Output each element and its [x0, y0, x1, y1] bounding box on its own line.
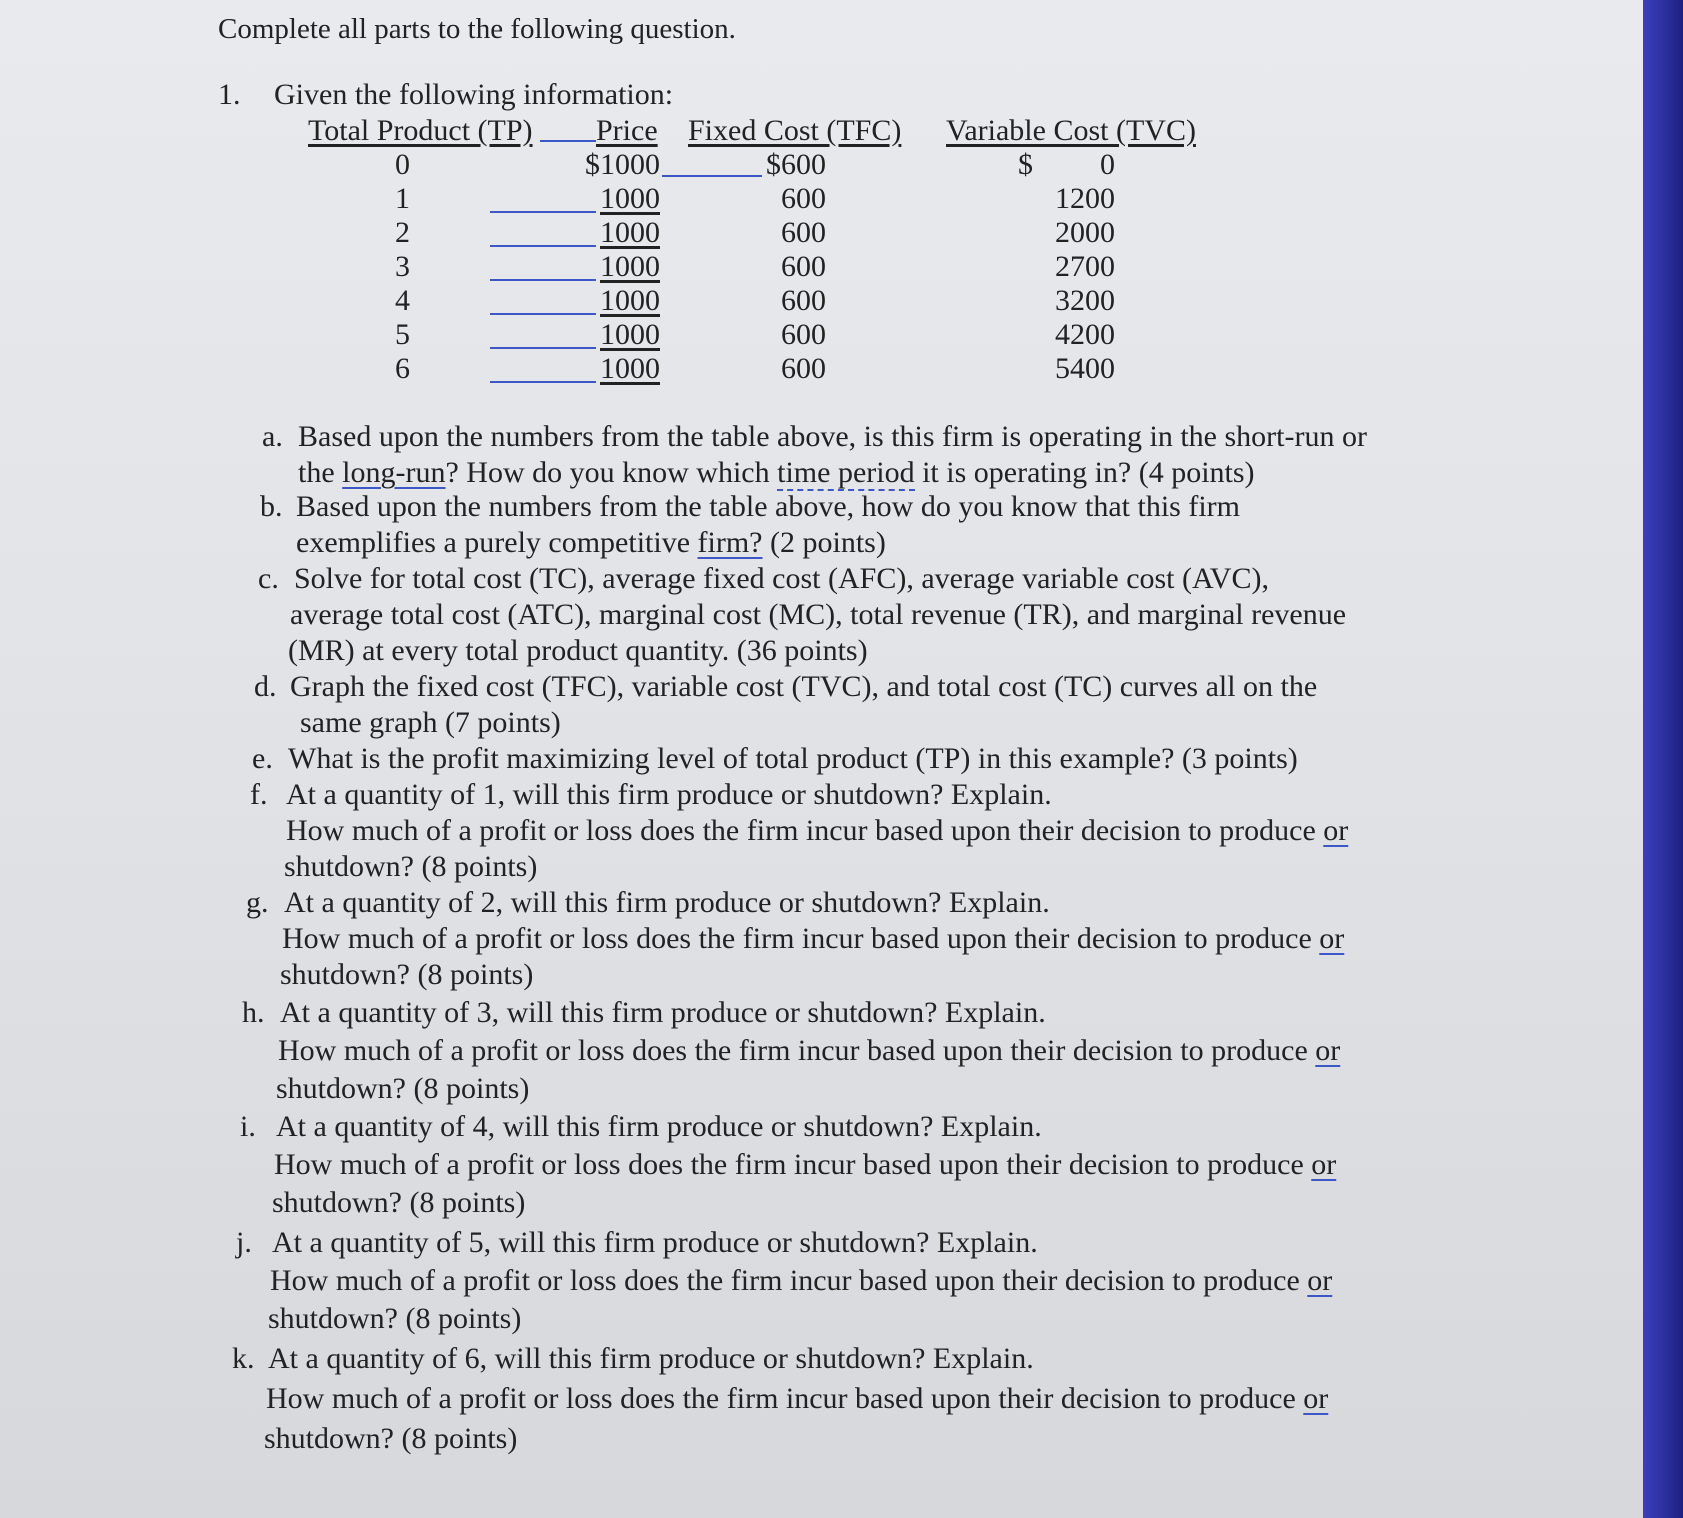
part-letter: h.: [242, 996, 265, 1029]
table-cell-tvc: 2700: [1055, 250, 1115, 283]
table-cell-price: 1000: [600, 352, 660, 385]
table-cell-price: 1000: [600, 318, 660, 351]
table-cell-tp: 4: [395, 284, 410, 317]
part-text: At a quantity of 3, will this firm produce or shutdown? Explain.: [280, 996, 1046, 1029]
or-term: or: [1315, 1034, 1341, 1067]
text-fragment: How much of a profit or loss does the firm incur based upon their decision to produce: [278, 1034, 1316, 1067]
text-fragment: it is operating in? (4 points): [914, 456, 1255, 489]
table-cell-tfc: 600: [781, 284, 826, 317]
table-cell-tfc: 600: [781, 352, 826, 385]
text-fragment: (2 points): [762, 526, 886, 559]
table-cell-tvc: 5400: [1055, 352, 1115, 385]
text-fragment: How much of a profit or loss does the firm incur based upon their decision to produce: [270, 1264, 1308, 1297]
part-letter: i.: [240, 1110, 256, 1143]
part-text: [286, 814, 1348, 848]
part-text: [298, 456, 1255, 490]
part-letter: g.: [246, 886, 269, 919]
part-letter: d.: [254, 670, 277, 703]
text-fragment: the: [298, 456, 343, 489]
part-letter: j.: [236, 1226, 252, 1259]
part-text: (MR) at every total product quantity. (36 points): [288, 634, 868, 667]
part-text: Solve for total cost (TC), average fixed cost (AFC), average variable cost (AVC),: [294, 562, 1269, 595]
table-cell-price: 1000: [600, 216, 660, 249]
or-term: or: [1319, 922, 1345, 955]
table-cell-tvc: 1200: [1055, 182, 1115, 215]
table-cell-tfc: 600: [781, 216, 826, 249]
table-cell-tvc: 3200: [1055, 284, 1115, 317]
table-cell-price: 1000: [600, 250, 660, 283]
table-cell-tp: 3: [395, 250, 410, 283]
part-text: [296, 526, 886, 560]
time-period-term: time period: [777, 456, 915, 489]
part-text: Based upon the numbers from the table above, is this firm is operating in the short-run or: [298, 420, 1367, 453]
part-text: shutdown? (8 points): [280, 958, 534, 991]
part-text: shutdown? (8 points): [284, 850, 538, 883]
part-text: [282, 922, 1344, 956]
table-cell-tfc: $600: [766, 148, 826, 181]
table-cell-price: $1000: [585, 148, 660, 181]
question-number: 1.: [218, 78, 241, 111]
text-fragment: exemplifies a purely competitive: [296, 526, 698, 559]
or-term: or: [1307, 1264, 1333, 1297]
header-fixed-cost: Fixed Cost (TFC): [688, 114, 902, 147]
firm-term: firm?: [697, 526, 763, 559]
part-letter: k.: [232, 1342, 255, 1375]
part-text: shutdown? (8 points): [264, 1422, 518, 1455]
text-fragment: How much of a profit or loss does the firm incur based upon their decision to produce: [286, 814, 1324, 847]
part-text: [266, 1382, 1328, 1416]
part-text: shutdown? (8 points): [272, 1186, 526, 1219]
text-fragment: How much of a profit or loss does the firm incur based upon their decision to produce: [282, 922, 1320, 955]
part-text: [274, 1148, 1336, 1182]
part-letter: c.: [258, 562, 279, 595]
table-cell-tp: 5: [395, 318, 410, 351]
part-text: What is the profit maximizing level of total product (TP) in this example? (3 points): [288, 742, 1298, 775]
table-cell-tfc: 600: [781, 250, 826, 283]
header-price: Price: [596, 114, 658, 147]
part-text: average total cost (ATC), marginal cost (MC), total revenue (TR), and marginal revenue: [290, 598, 1347, 631]
question-intro: Given the following information:: [274, 78, 674, 111]
table-cell-tvc: 0: [1100, 148, 1115, 181]
part-text: Graph the fixed cost (TFC), variable cost (TVC), and total cost (TC) curves all on the: [290, 670, 1318, 703]
table-cell-tvc-symbol: $: [1018, 148, 1033, 181]
part-text: At a quantity of 4, will this firm produce or shutdown? Explain.: [276, 1110, 1042, 1143]
part-text: At a quantity of 1, will this firm produce or shutdown? Explain.: [286, 778, 1052, 811]
table-cell-tp: 2: [395, 216, 410, 249]
table-cell-tp: 1: [395, 182, 410, 215]
table-cell-tp: 6: [395, 352, 410, 385]
part-text: [270, 1264, 1332, 1298]
long-run-term: long-run: [342, 456, 446, 489]
or-term: or: [1323, 814, 1349, 847]
table-cell-price: 1000: [600, 182, 660, 215]
header-line: [540, 140, 596, 142]
part-letter: a.: [262, 420, 283, 453]
part-letter: b.: [260, 490, 283, 523]
part-text: At a quantity of 5, will this firm produce or shutdown? Explain.: [272, 1226, 1038, 1259]
table-cell-price: 1000: [600, 284, 660, 317]
text-fragment: ? How do you know which: [445, 456, 778, 489]
header-variable-cost: Variable Cost (TVC): [946, 114, 1196, 147]
table-cell-tvc: 2000: [1055, 216, 1115, 249]
table-cell-tfc: 600: [781, 182, 826, 215]
part-text: [278, 1034, 1340, 1068]
or-term: or: [1303, 1382, 1329, 1415]
part-text: same graph (7 points): [300, 706, 561, 739]
part-text: At a quantity of 6, will this firm produce or shutdown? Explain.: [268, 1342, 1034, 1375]
part-letter: e.: [252, 742, 273, 775]
text-fragment: How much of a profit or loss does the firm incur based upon their decision to produce: [274, 1148, 1312, 1181]
table-cell-tfc: 600: [781, 318, 826, 351]
page-title: Complete all parts to the following question.: [218, 13, 736, 45]
screen-edge: [1643, 0, 1683, 1518]
part-text: shutdown? (8 points): [276, 1072, 530, 1105]
text-fragment: How much of a profit or loss does the firm incur based upon their decision to produce: [266, 1382, 1304, 1415]
part-text: Based upon the numbers from the table above, how do you know that this firm: [296, 490, 1240, 523]
table-cell-tp: 0: [395, 148, 410, 181]
table-cell-tvc: 4200: [1055, 318, 1115, 351]
or-term: or: [1311, 1148, 1337, 1181]
part-text: shutdown? (8 points): [268, 1302, 522, 1335]
part-text: At a quantity of 2, will this firm produce or shutdown? Explain.: [284, 886, 1050, 919]
header-total-product: Total Product (TP): [308, 114, 533, 147]
part-letter: f.: [250, 778, 268, 811]
